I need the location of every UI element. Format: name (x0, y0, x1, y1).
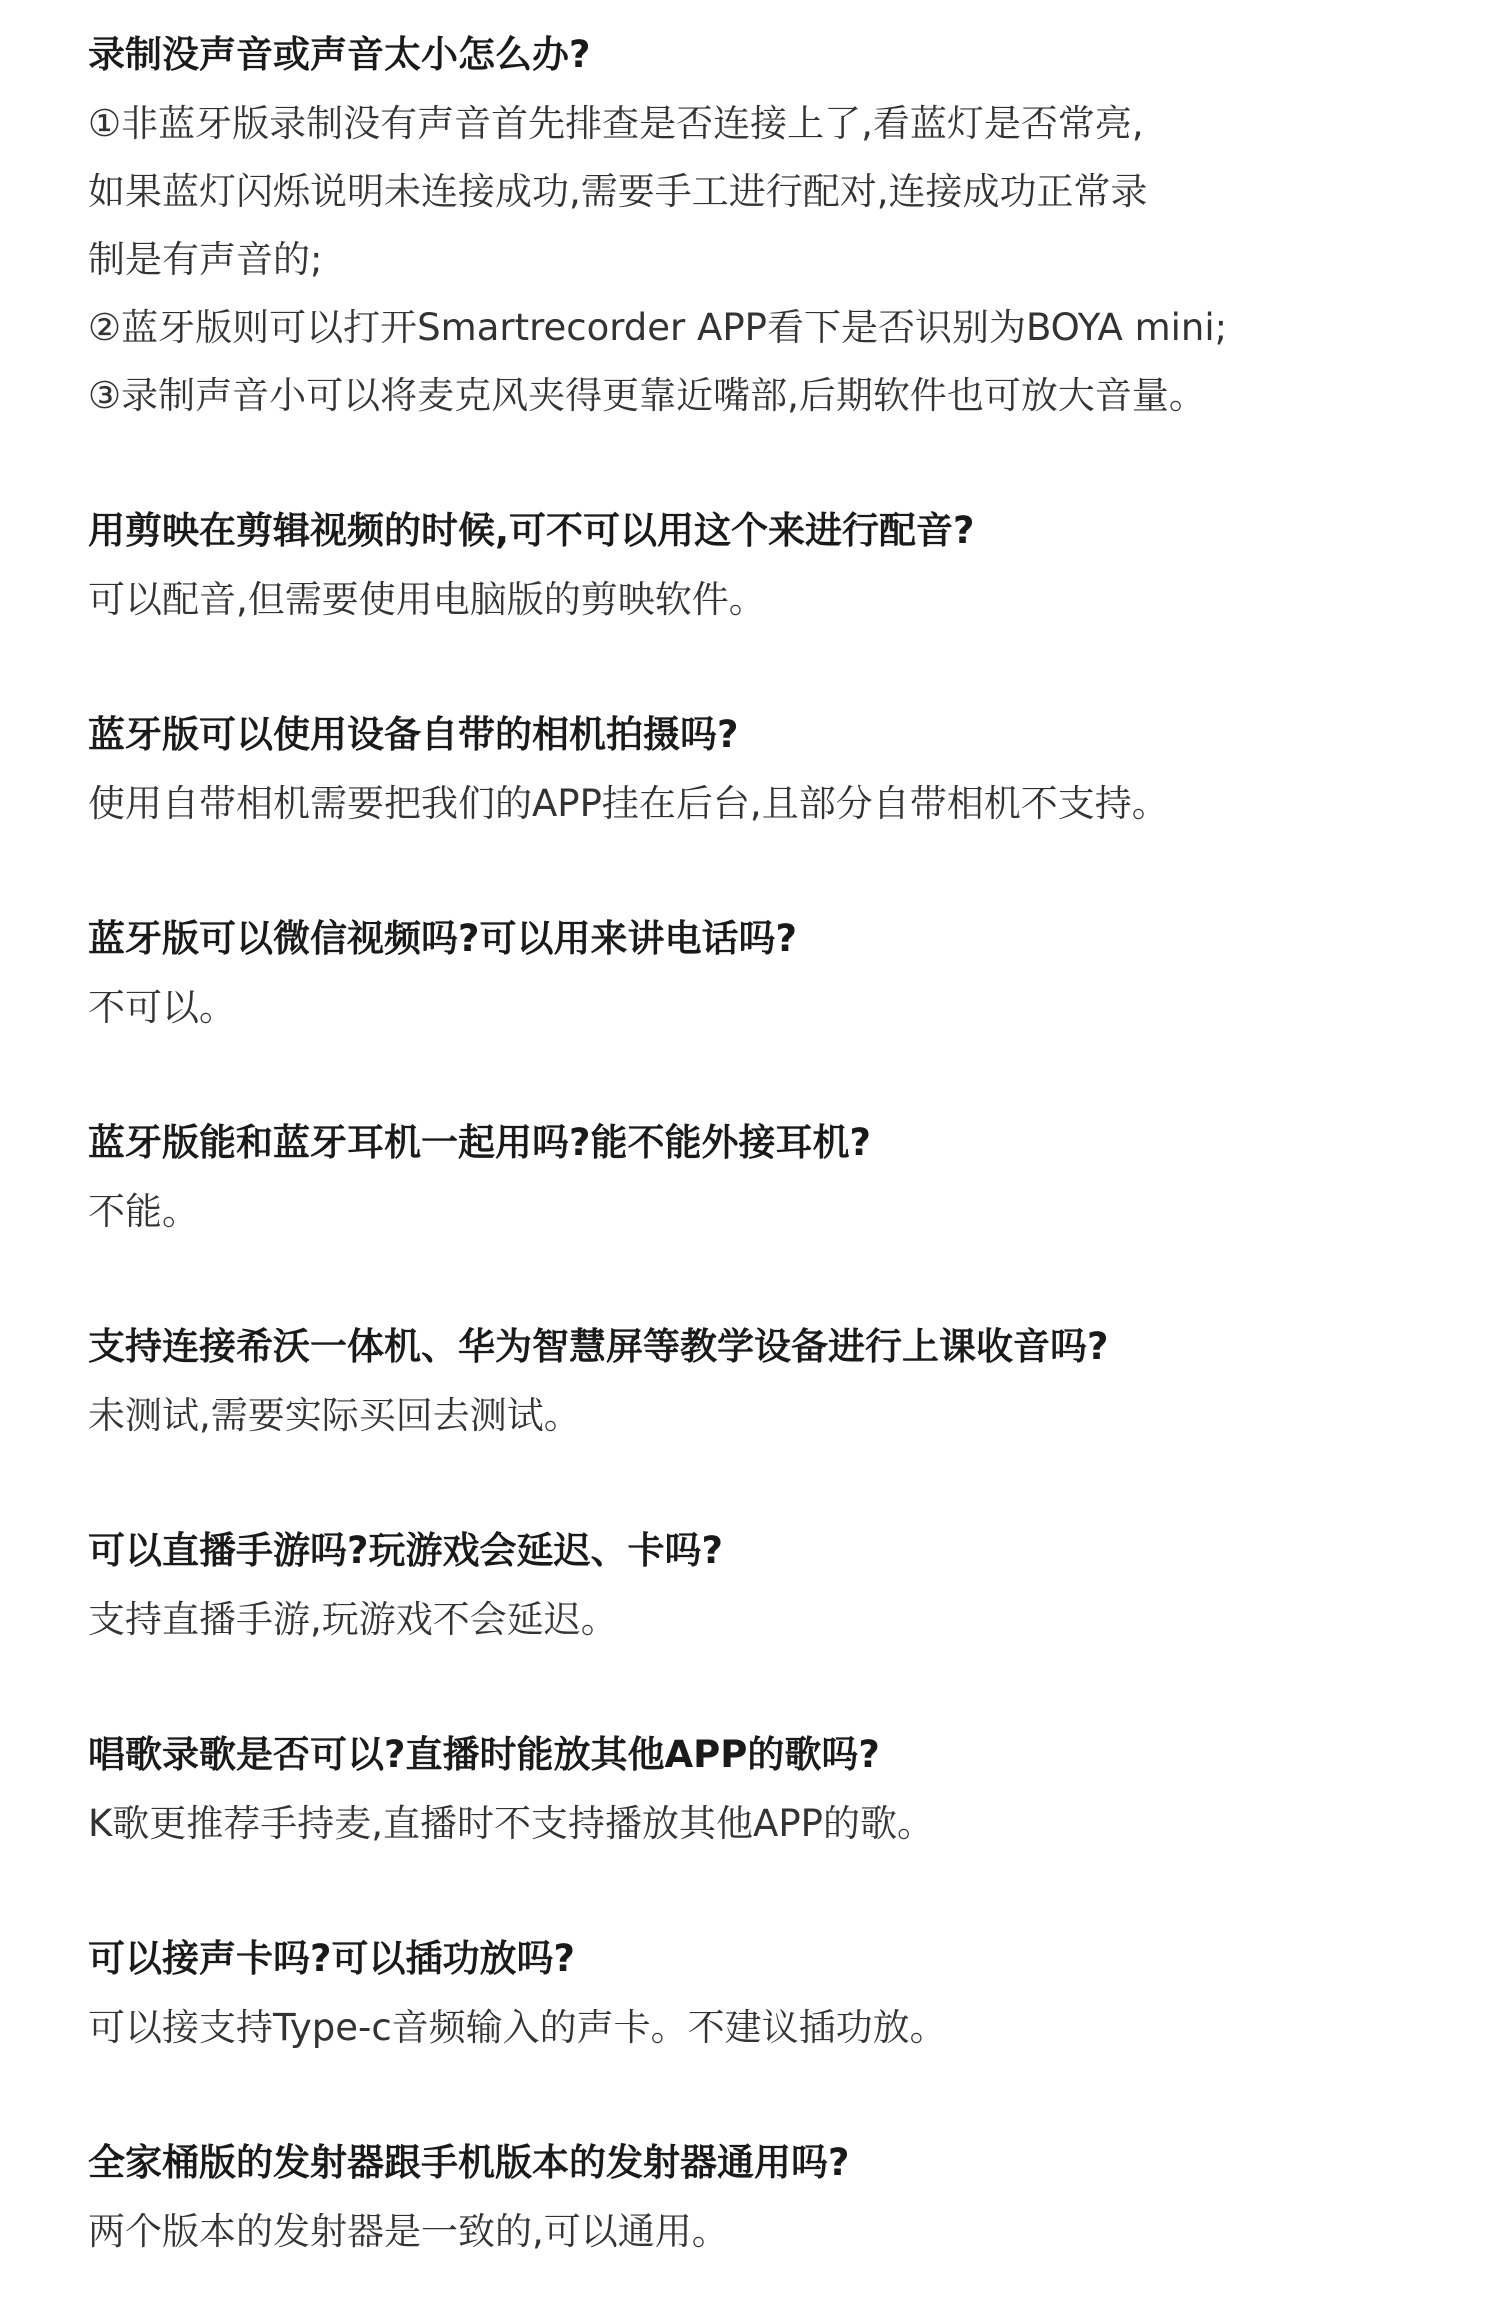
faq-question: 全家桶版的发射器跟手机版本的发射器通用吗? (88, 2141, 850, 2184)
faq-item (88, 904, 1412, 1042)
faq-answer-line: ②蓝牙版则可以打开Smartrecorder APP看下是否识别为BOYA mini; (88, 306, 1228, 349)
faq-item (88, 1312, 1412, 1450)
faq-item (88, 1516, 1412, 1654)
faq-answer-line: K歌更推荐手持麦,直播时不支持播放其他APP的歌。 (88, 1802, 934, 1845)
faq-question: 可以直播手游吗?玩游戏会延迟、卡吗? (88, 1529, 723, 1572)
faq-question: 录制没声音或声音太小怎么办? (88, 33, 591, 76)
faq-answer-line: 不能。 (88, 1190, 199, 1233)
faq-answer-line: 支持直播手游,玩游戏不会延迟。 (88, 1598, 618, 1641)
faq-answer-line: 可以接支持Type-c音频输入的声卡。不建议插功放。 (88, 2006, 947, 2049)
faq-answer-line: 可以配音,但需要使用电脑版的剪映软件。 (88, 578, 766, 621)
faq-answer-line: 制是有声音的; (88, 238, 323, 281)
faq-answer-line: ③录制声音小可以将麦克风夹得更靠近嘴部,后期软件也可放大音量。 (88, 374, 1206, 417)
faq-answer-line: ①非蓝牙版录制没有声音首先排查是否连接上了,看蓝灯是否常亮, (88, 102, 1144, 145)
faq-item (88, 20, 1412, 430)
faq-answer-line: 未测试,需要实际买回去测试。 (88, 1394, 581, 1437)
faq-item (88, 1108, 1412, 1246)
faq-item (88, 700, 1412, 838)
faq-question: 蓝牙版能和蓝牙耳机一起用吗?能不能外接耳机? (88, 1121, 871, 1164)
faq-answer-line: 两个版本的发射器是一致的,可以通用。 (88, 2210, 729, 2253)
faq-answer-line: 不可以。 (88, 986, 236, 1029)
faq-item (88, 1720, 1412, 1858)
faq-item (88, 1924, 1412, 2062)
faq-answer-line: 如果蓝灯闪烁说明未连接成功,需要手工进行配对,连接成功正常录 (88, 170, 1148, 213)
faq-answer-line: 使用自带相机需要把我们的APP挂在后台,且部分自带相机不支持。 (88, 782, 1169, 825)
faq-question: 唱歌录歌是否可以?直播时能放其他APP的歌吗? (88, 1733, 880, 1776)
faq-question: 用剪映在剪辑视频的时候,可不可以用这个来进行配音? (88, 509, 975, 552)
faq-question: 支持连接希沃一体机、华为智慧屏等教学设备进行上课收音吗? (88, 1325, 1109, 1368)
faq-question: 蓝牙版可以使用设备自带的相机拍摄吗? (88, 713, 739, 756)
faq-question: 可以接声卡吗?可以插功放吗? (88, 1937, 575, 1980)
faq-question: 蓝牙版可以微信视频吗?可以用来讲电话吗? (88, 917, 797, 960)
faq-item (88, 2128, 1412, 2266)
faq-item (88, 496, 1412, 634)
